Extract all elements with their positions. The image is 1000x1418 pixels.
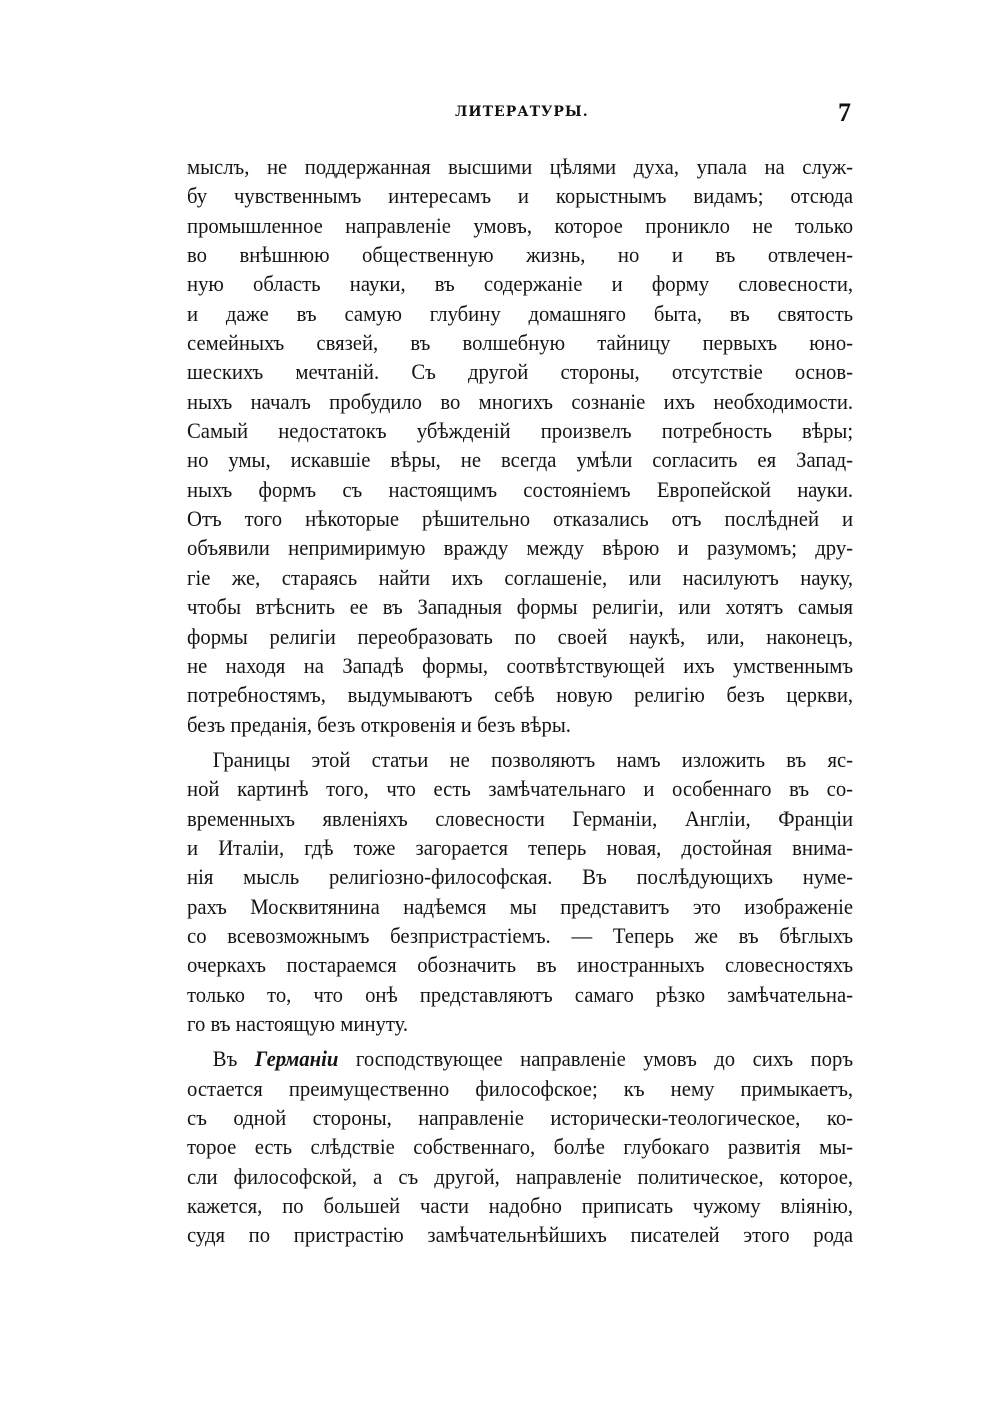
text-line: временныхъ явленіяхъ словесности Германіи, Англіи, Франціи xyxy=(187,805,854,831)
text-line: во внѣшнюю общественную жизнь, но и въ отвлечен- xyxy=(187,242,854,268)
text-line: судя по пристрастію замѣчательнѣйшихъ писателей этого рода xyxy=(187,1222,854,1248)
text-line: го въ настоящую минуту. xyxy=(187,1010,409,1036)
running-head: ЛИТЕРАТУРЫ. xyxy=(455,104,589,120)
text-line: не находя на Западѣ формы, соотвѣтствующей ихъ умственнымъ xyxy=(187,652,854,678)
text-line: сли философской, а съ другой, направленіе политическое, которое, xyxy=(187,1163,854,1189)
text-run: господствующее направленіе умовъ до сихъ поръ xyxy=(338,1046,854,1072)
text-line: формы религіи переобразовать по своей наукѣ, или, наконецъ, xyxy=(187,623,854,649)
text-line: кажется, по большей части надобно приписать чужому вліянію, xyxy=(187,1193,854,1219)
text-line: остается преимущественно философское; къ нему примыкаетъ, xyxy=(187,1075,854,1101)
italic-term: Германіи xyxy=(254,1046,339,1072)
paragraph-2 xyxy=(187,745,853,1038)
text-line: только то, что онѣ представляютъ самаго рѣзко замѣчательна- xyxy=(187,981,854,1007)
text-line: семейныхъ связей, въ волшебную тайницу первыхъ юно- xyxy=(187,330,854,356)
text-line: объявили непримиримую вражду между вѣрою и разумомъ; дру- xyxy=(187,535,854,561)
text-line: съ одной стороны, направленіе исторически-теологическое, ко- xyxy=(187,1105,854,1130)
text-line: промышленное направленіе умовъ, которое проникло не только xyxy=(187,212,854,238)
text-line: безъ преданія, безъ откровенія и безъ вѣры. xyxy=(187,711,571,737)
text-line: бу чувственнымъ интересамъ и корыстнымъ видамъ; отсюда xyxy=(187,183,854,209)
text-line: ныхъ формъ съ настоящимъ состояніемъ Европейской науки. xyxy=(187,476,854,502)
paragraph-3 xyxy=(187,1044,853,1249)
text-line: рахъ Москвитянина надѣемся мы представитъ это изображеніе xyxy=(187,893,854,919)
text-line: очеркахъ постараемся обозначить въ иностранныхъ словесностяхъ xyxy=(187,952,854,978)
body-text xyxy=(187,152,853,1250)
text-line xyxy=(187,1044,853,1073)
text-line: потребностямъ, выдумываютъ себѣ новую религію безъ церкви, xyxy=(187,682,854,708)
text-line: шескихъ мечтаній. Съ другой стороны, отсутствіе основ- xyxy=(187,359,854,385)
text-line: чтобы втѣснить ее въ Западныя формы религіи, или хотятъ самыя xyxy=(187,594,854,620)
text-line: ныхъ началъ пробудило во многихъ сознаніе ихъ необходимости. xyxy=(187,388,854,414)
text-line: торое есть слѣдствіе собственнаго, болѣе глубокаго развитія мы- xyxy=(187,1134,854,1160)
text-line: но умы, искавшіе вѣры, не всегда умѣли согласить ея Запад- xyxy=(187,447,854,473)
text-line: ную область науки, въ содержаніе и форму словесности, xyxy=(187,271,854,297)
text-line: со всевозможнымъ безпристрастіемъ. — Теперь же въ бѣглыхъ xyxy=(187,922,854,948)
text-line: Отъ того нѣкоторые рѣшительно отказались отъ послѣдней и xyxy=(187,506,854,532)
text-line: и Италіи, гдѣ тоже загорается теперь новая, достойная внима- xyxy=(187,834,854,860)
text-line: ной картинѣ того, что есть замѣчательнаго и особеннаго въ со- xyxy=(187,776,854,802)
text-line: Границы этой статьи не позволяютъ намъ изложить въ яс- xyxy=(212,746,854,772)
text-line: и даже въ самую глубину домашняго быта, въ святость xyxy=(187,300,854,326)
text-line: гіе же, стараясь найти ихъ соглашеніе, или насилуютъ науку, xyxy=(187,564,854,590)
text-line: Самый недостатокъ убѣжденій произвелъ потребность вѣры; xyxy=(187,418,854,444)
paragraph-1 xyxy=(187,152,853,739)
text-run: Въ xyxy=(212,1046,255,1072)
text-line: нія мысль религіозно-философская. Въ послѣдующихъ нуме- xyxy=(187,864,854,890)
page-number: 7 xyxy=(838,98,851,127)
text-line: мыслъ, не поддержанная высшими цѣлями духа, упала на служ- xyxy=(187,154,854,179)
